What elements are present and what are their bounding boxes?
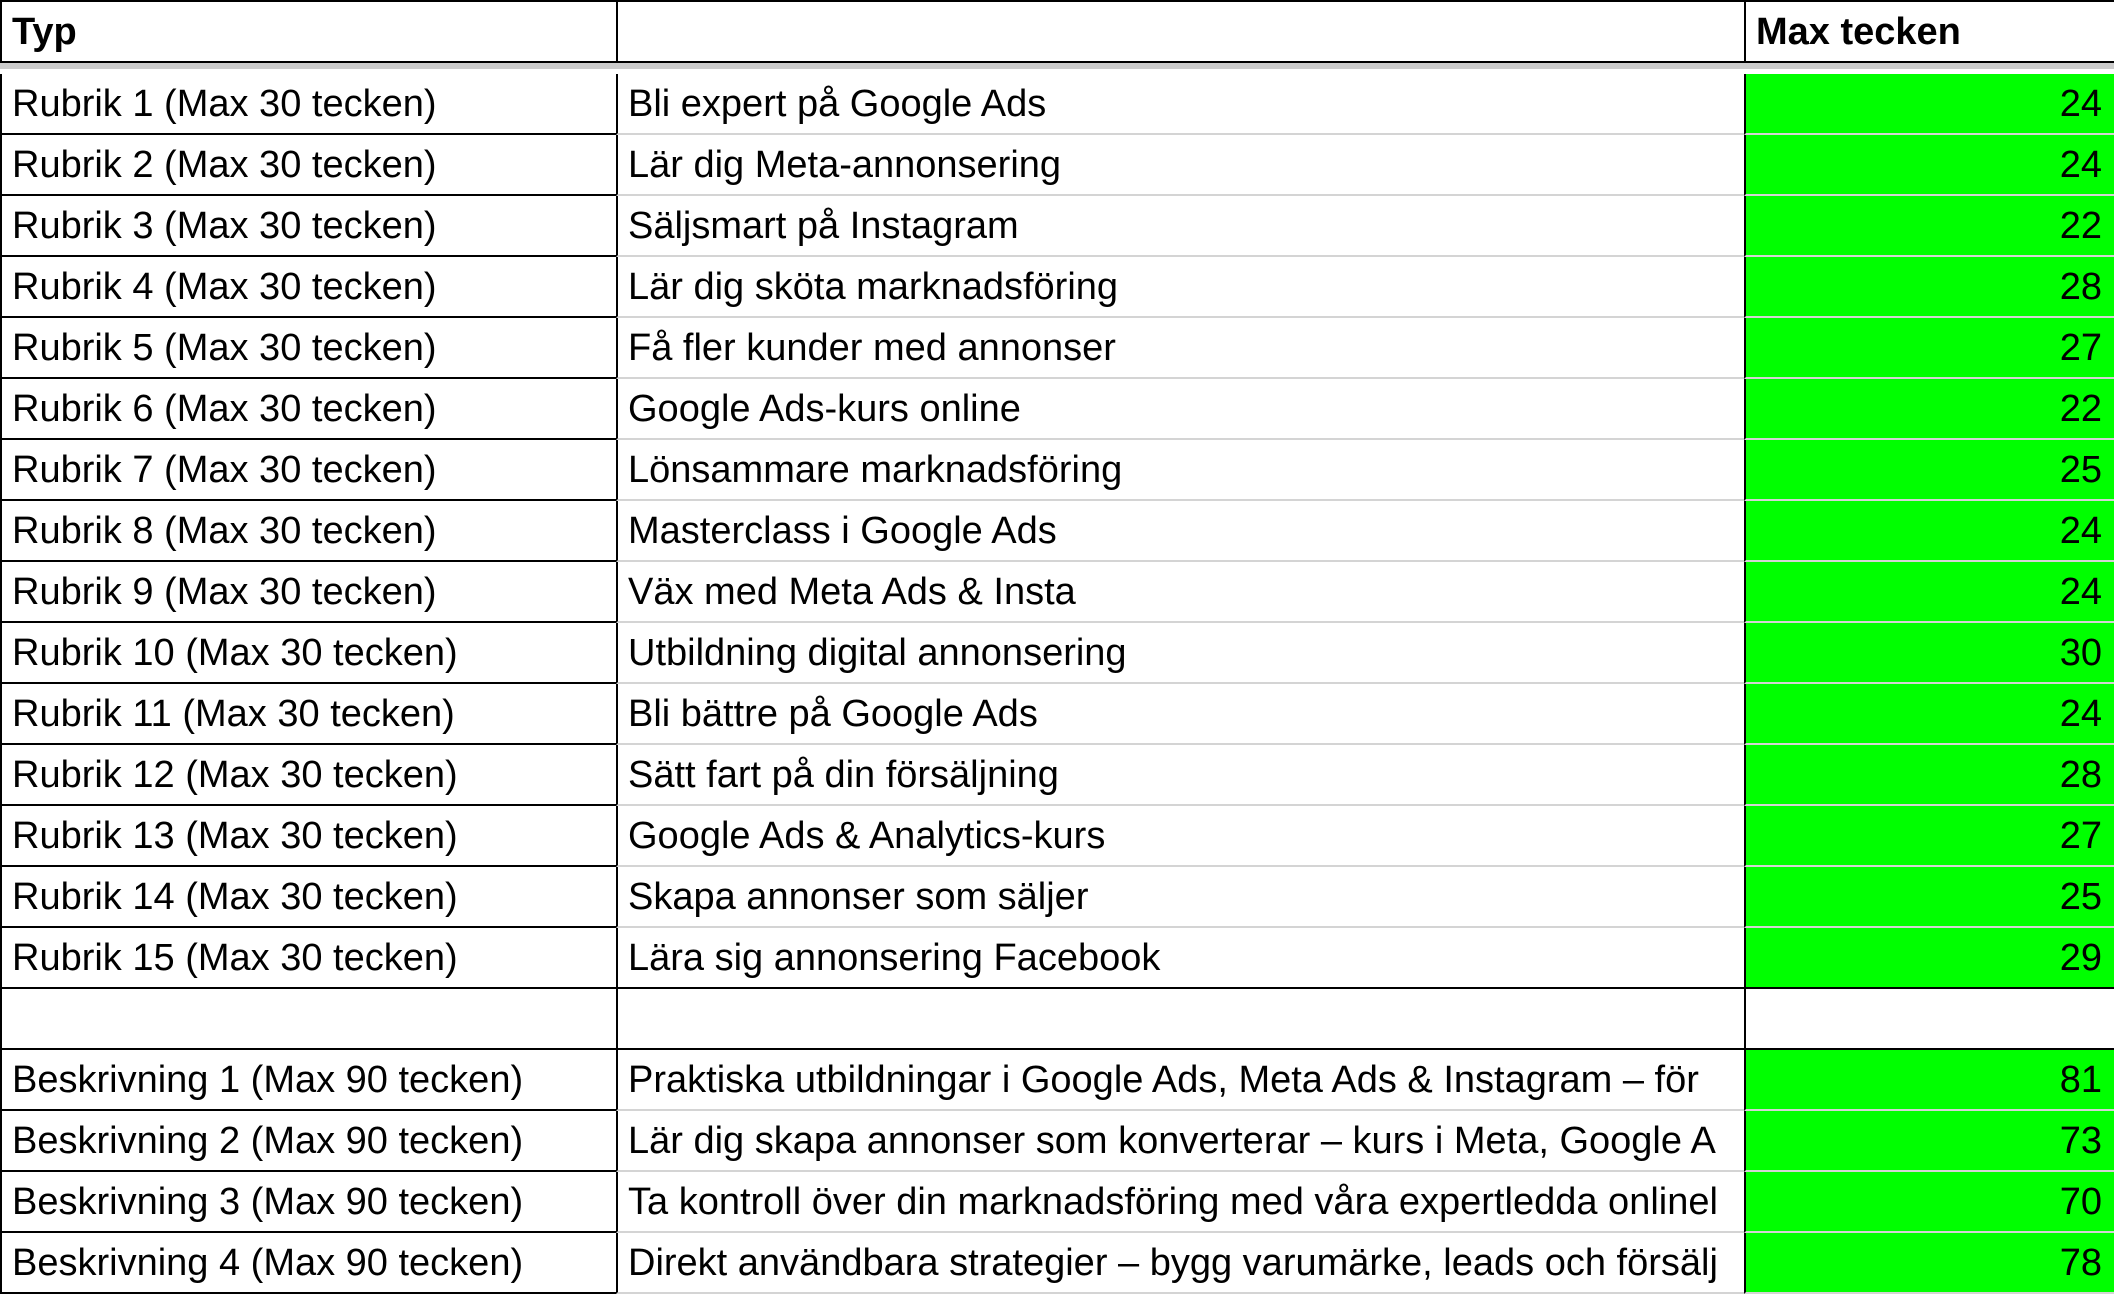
- cell-text[interactable]: Lönsammare marknadsföring: [616, 440, 1744, 501]
- table-row: [0, 1050, 2114, 1111]
- cell-text[interactable]: Bli expert på Google Ads: [616, 74, 1744, 135]
- cell-typ[interactable]: Rubrik 12 (Max 30 tecken): [0, 745, 616, 806]
- cell-char-count[interactable]: 24: [1744, 74, 2114, 135]
- cell-typ[interactable]: Beskrivning 3 (Max 90 tecken): [0, 1172, 616, 1233]
- cell-typ[interactable]: Rubrik 14 (Max 30 tecken): [0, 867, 616, 928]
- table-row: [0, 1111, 2114, 1172]
- table-row: [0, 257, 2114, 318]
- cell-char-count[interactable]: 81: [1744, 1050, 2114, 1111]
- cell-char-count[interactable]: 25: [1744, 440, 2114, 501]
- cell-text[interactable]: Masterclass i Google Ads: [616, 501, 1744, 562]
- table-row: [0, 135, 2114, 196]
- cell-char-count[interactable]: 70: [1744, 1172, 2114, 1233]
- table-row: [0, 379, 2114, 440]
- cell-typ[interactable]: Rubrik 13 (Max 30 tecken): [0, 806, 616, 867]
- column-header-max-tecken[interactable]: Max tecken: [1744, 0, 2114, 61]
- table-row: [0, 745, 2114, 806]
- cell-text[interactable]: Få fler kunder med annonser: [616, 318, 1744, 379]
- empty-cell[interactable]: [616, 989, 1744, 1050]
- cell-text[interactable]: Lär dig Meta-annonsering: [616, 135, 1744, 196]
- header-row: [0, 0, 2114, 61]
- cell-typ[interactable]: Rubrik 7 (Max 30 tecken): [0, 440, 616, 501]
- table-row: [0, 623, 2114, 684]
- cell-char-count[interactable]: 29: [1744, 928, 2114, 989]
- empty-row: [0, 989, 2114, 1050]
- table-row: [0, 440, 2114, 501]
- cell-typ[interactable]: Rubrik 4 (Max 30 tecken): [0, 257, 616, 318]
- table-row: [0, 318, 2114, 379]
- cell-char-count[interactable]: 24: [1744, 562, 2114, 623]
- table-row: [0, 867, 2114, 928]
- cell-typ[interactable]: Rubrik 15 (Max 30 tecken): [0, 928, 616, 989]
- table-row: [0, 1233, 2114, 1294]
- table-row: [0, 74, 2114, 135]
- cell-text[interactable]: Lär dig skapa annonser som konverterar – kurs i Meta, Google A: [616, 1111, 1744, 1172]
- table-row: [0, 806, 2114, 867]
- cell-text[interactable]: Direkt användbara strategier – bygg varumärke, leads och försälj: [616, 1233, 1744, 1294]
- cell-typ[interactable]: Rubrik 2 (Max 30 tecken): [0, 135, 616, 196]
- cell-typ[interactable]: Rubrik 5 (Max 30 tecken): [0, 318, 616, 379]
- cell-typ[interactable]: Rubrik 6 (Max 30 tecken): [0, 379, 616, 440]
- cell-char-count[interactable]: 28: [1744, 257, 2114, 318]
- cell-typ[interactable]: Rubrik 3 (Max 30 tecken): [0, 196, 616, 257]
- cell-text[interactable]: Utbildning digital annonsering: [616, 623, 1744, 684]
- cell-typ[interactable]: Beskrivning 2 (Max 90 tecken): [0, 1111, 616, 1172]
- table-row: [0, 1172, 2114, 1233]
- cell-typ[interactable]: Rubrik 8 (Max 30 tecken): [0, 501, 616, 562]
- cell-text[interactable]: Google Ads-kurs online: [616, 379, 1744, 440]
- cell-typ[interactable]: Rubrik 11 (Max 30 tecken): [0, 684, 616, 745]
- cell-char-count[interactable]: 25: [1744, 867, 2114, 928]
- cell-text[interactable]: Lär dig sköta marknadsföring: [616, 257, 1744, 318]
- table-row: [0, 196, 2114, 257]
- cell-text[interactable]: Ta kontroll över din marknadsföring med våra expertledda onlinel: [616, 1172, 1744, 1233]
- cell-text[interactable]: Google Ads & Analytics-kurs: [616, 806, 1744, 867]
- column-header-typ[interactable]: Typ: [0, 0, 616, 61]
- table-row: [0, 501, 2114, 562]
- cell-typ[interactable]: Rubrik 1 (Max 30 tecken): [0, 74, 616, 135]
- cell-char-count[interactable]: 24: [1744, 684, 2114, 745]
- cell-char-count[interactable]: 24: [1744, 135, 2114, 196]
- frozen-header-divider: [0, 61, 2114, 69]
- cell-char-count[interactable]: 27: [1744, 806, 2114, 867]
- cell-text[interactable]: Bli bättre på Google Ads: [616, 684, 1744, 745]
- cell-text[interactable]: Lära sig annonsering Facebook: [616, 928, 1744, 989]
- cell-char-count[interactable]: 22: [1744, 379, 2114, 440]
- cell-text[interactable]: Skapa annonser som säljer: [616, 867, 1744, 928]
- cell-char-count[interactable]: 30: [1744, 623, 2114, 684]
- empty-cell[interactable]: [0, 989, 616, 1050]
- cell-typ[interactable]: Rubrik 10 (Max 30 tecken): [0, 623, 616, 684]
- cell-char-count[interactable]: 73: [1744, 1111, 2114, 1172]
- cell-text[interactable]: Säljsmart på Instagram: [616, 196, 1744, 257]
- cell-text[interactable]: Väx med Meta Ads & Insta: [616, 562, 1744, 623]
- cell-char-count[interactable]: 27: [1744, 318, 2114, 379]
- cell-char-count[interactable]: 22: [1744, 196, 2114, 257]
- cell-char-count[interactable]: 78: [1744, 1233, 2114, 1294]
- cell-typ[interactable]: Beskrivning 1 (Max 90 tecken): [0, 1050, 616, 1111]
- table-row: [0, 684, 2114, 745]
- cell-text[interactable]: Sätt fart på din försäljning: [616, 745, 1744, 806]
- cell-typ[interactable]: Beskrivning 4 (Max 90 tecken): [0, 1233, 616, 1294]
- cell-char-count[interactable]: 24: [1744, 501, 2114, 562]
- column-header-text[interactable]: [616, 0, 1744, 61]
- cell-typ[interactable]: Rubrik 9 (Max 30 tecken): [0, 562, 616, 623]
- cell-text[interactable]: Praktiska utbildningar i Google Ads, Meta Ads & Instagram – för: [616, 1050, 1744, 1111]
- table-row: [0, 562, 2114, 623]
- table-row: [0, 928, 2114, 989]
- empty-cell[interactable]: [1744, 989, 2114, 1050]
- cell-char-count[interactable]: 28: [1744, 745, 2114, 806]
